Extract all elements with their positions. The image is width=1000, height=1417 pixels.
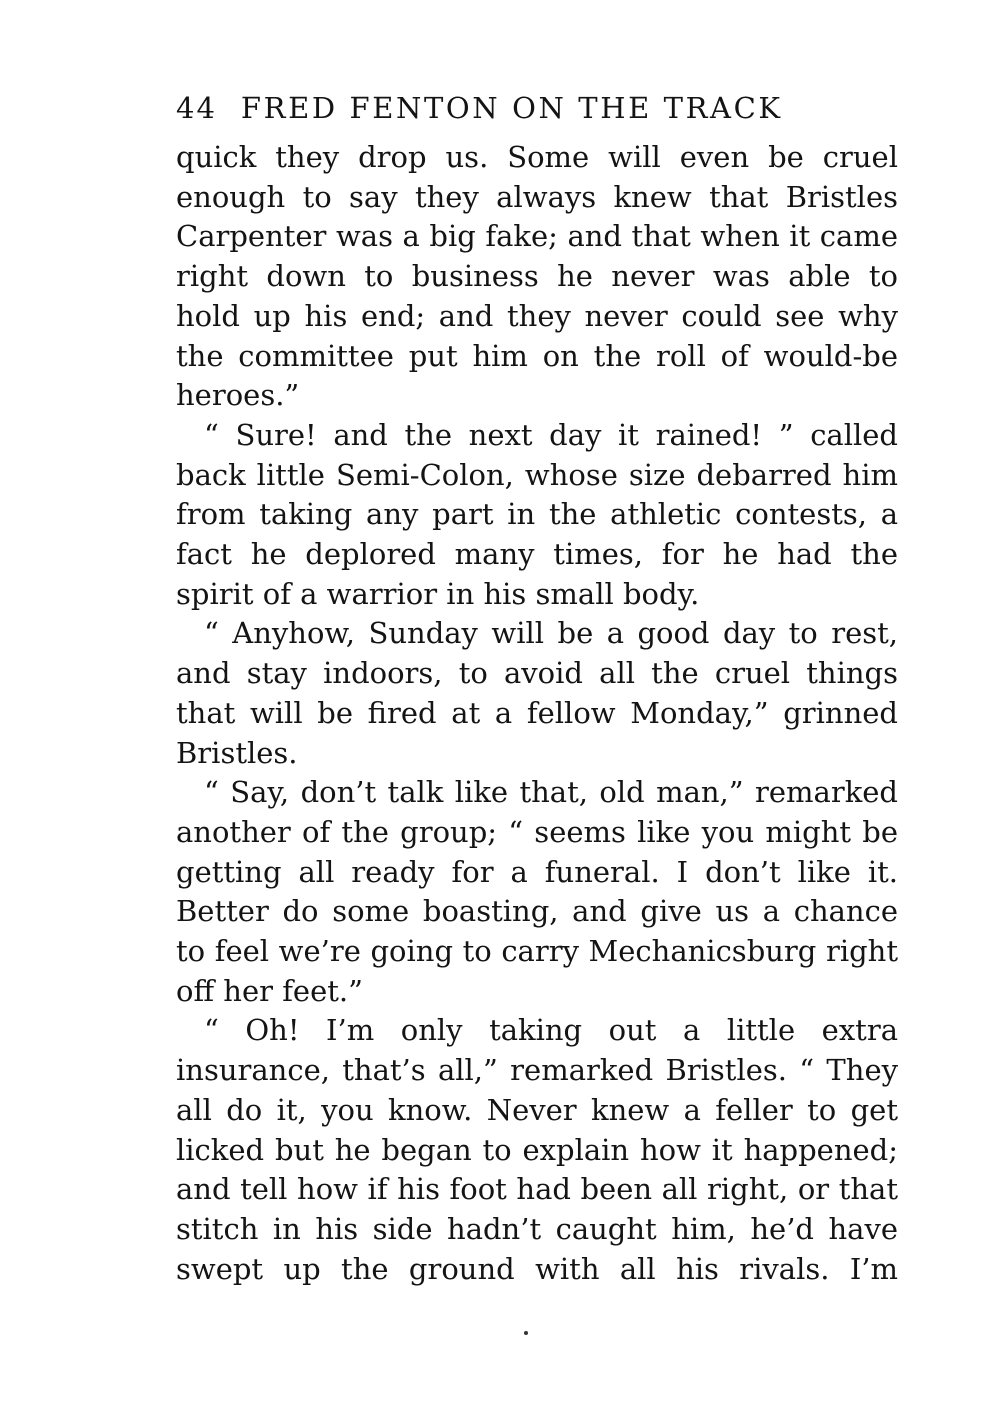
print-speck: [524, 1331, 528, 1335]
paragraph: “ Oh! I’m only taking out a little extra insurance, that’s all,” remarked Bristles. “ They all do it, you know. Never knew a feller to get licked but he began to explain how it happened; and tell how if his foot had been all right, or that stitch in his side hadn’t caught him, he’d have swept up the ground with all his rivals. I’m: [176, 1013, 898, 1286]
running-title: FRED FENTON ON THE TRACK: [240, 91, 783, 125]
paragraph: “ Anyhow, Sunday will be a good day to rest, and stay indoors, to avoid all the cruel things that will be fired at a fellow Monday,” grinned Bristles.: [176, 616, 898, 770]
paragraph: “ Say, don’t talk like that, old man,” remarked another of the group; “ seems like you might be getting all ready for a funeral. I don’t like it. Better do some boasting, and give us a chance to feel we’re going to carry Mechanicsburg right off her feet.”: [176, 775, 898, 1008]
page-number: 44: [176, 91, 217, 125]
paragraph: “ Sure! and the next day it rained! ” called back little Semi-Colon, whose size debarred him from taking any part in the athletic contests, a fact he deplored many times, for he had the spirit of a warrior in his small body.: [176, 417, 898, 611]
book-page: [176, 88, 898, 1289]
paragraph: quick they drop us. Some will even be cruel enough to say they always knew that Bristles Carpenter was a big fake; and that when it came right down to business he never was able to hold up his end; and they never could see why the committee put him on the roll of would-be heroes.”: [176, 140, 898, 413]
page-header: [176, 88, 898, 128]
body-text: [176, 138, 898, 1289]
